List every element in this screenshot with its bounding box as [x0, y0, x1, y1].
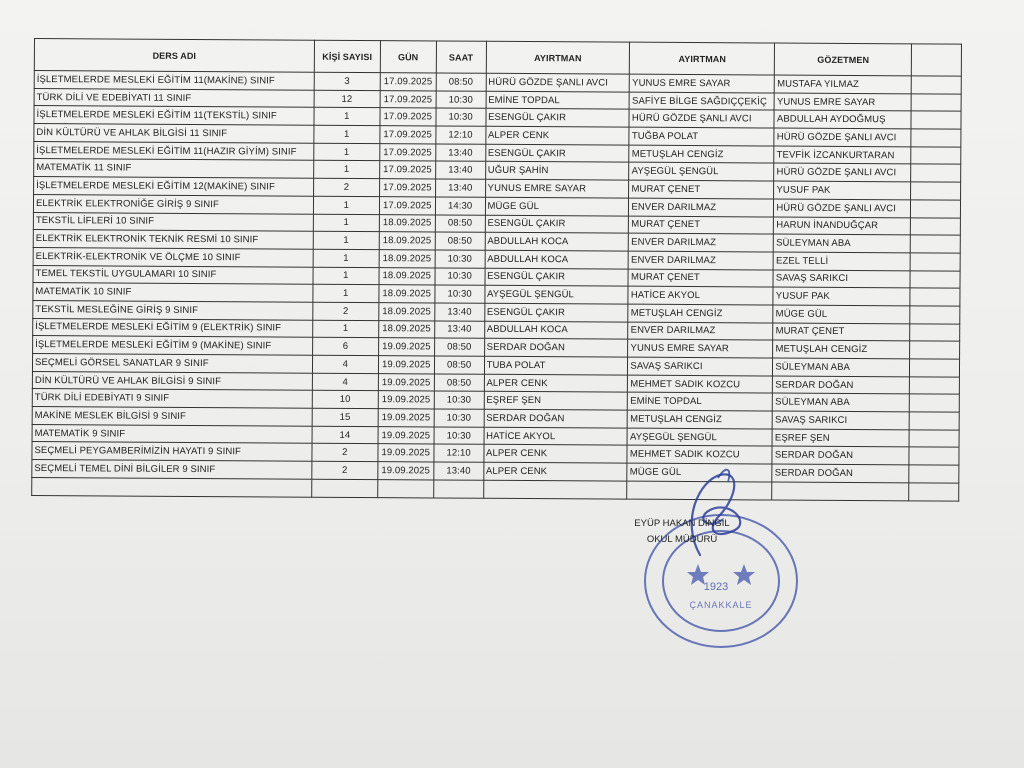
- time-cell: 14:30: [435, 197, 485, 215]
- time-cell: 13:40: [435, 303, 485, 321]
- examiner-2-cell: METUŞLAH CENGİZ: [629, 145, 774, 164]
- empty-cell: [772, 482, 909, 501]
- examiner-2-cell: METUŞLAH CENGİZ: [628, 304, 773, 323]
- date-cell: 17.09.2025: [380, 126, 436, 144]
- extra-cell: [910, 270, 960, 288]
- proctor-cell: MURAT ÇENET: [773, 323, 910, 342]
- date-cell: 19.09.2025: [378, 356, 434, 374]
- extra-cell: [911, 147, 961, 165]
- examiner-1-cell: ABDULLAH KOCA: [484, 321, 628, 340]
- proctor-cell: HARUN İNANDUĞÇAR: [774, 217, 911, 236]
- lesson-name-cell: TÜRK DİLİ EDEBİYATI 9 SINIF: [32, 389, 312, 408]
- extra-cell: [911, 94, 961, 112]
- time-cell: 12:10: [434, 444, 484, 462]
- date-cell: 17.09.2025: [380, 90, 436, 108]
- exam-schedule-table: [31, 38, 962, 501]
- lesson-name-cell: İŞLETMELERDE MESLEKİ EĞİTİM 11(HAZIR GİYİM) SINIF: [34, 141, 314, 160]
- examiner-2-cell: MURAT ÇENET: [629, 216, 774, 235]
- examiner-1-cell: HÜRÜ GÖZDE ŞANLI AVCI: [486, 73, 630, 92]
- extra-cell: [911, 129, 961, 147]
- extra-cell: [910, 377, 960, 395]
- date-cell: 18.09.2025: [379, 267, 435, 285]
- time-cell: 08:50: [434, 356, 484, 374]
- examiner-1-cell: EMİNE TOPDAL: [486, 91, 630, 110]
- time-cell: 10:30: [435, 268, 485, 286]
- examiner-1-cell: ALPER CENK: [485, 126, 629, 145]
- proctor-cell: HÜRÜ GÖZDE ŞANLI AVCI: [774, 128, 911, 147]
- proctor-cell: HÜRÜ GÖZDE ŞANLI AVCI: [774, 199, 911, 218]
- date-cell: 17.09.2025: [380, 143, 436, 161]
- proctor-cell: MÜGE GÜL: [773, 305, 910, 324]
- proctor-cell: EZEL TELLİ: [773, 252, 910, 271]
- date-cell: 19.09.2025: [378, 373, 434, 391]
- examiner-2-cell: AYŞEGÜL ŞENGÜL: [629, 163, 774, 182]
- empty-cell: [483, 480, 627, 499]
- examiner-1-cell: SERDAR DOĞAN: [484, 339, 628, 358]
- lesson-name-cell: İŞLETMELERDE MESLEKİ EĞİTİM 11(MAKİNE) SINIF: [34, 71, 314, 90]
- examiner-2-cell: ENVER DARILMAZ: [628, 322, 773, 341]
- examiner-1-cell: MÜGE GÜL: [485, 197, 629, 216]
- date-cell: 18.09.2025: [379, 303, 435, 321]
- student-count-cell: 1: [314, 143, 380, 161]
- student-count-cell: 4: [312, 355, 378, 373]
- student-count-cell: 1: [313, 249, 379, 267]
- examiner-2-cell: MURAT ÇENET: [628, 269, 773, 288]
- proctor-cell: EŞREF ŞEN: [772, 429, 909, 448]
- student-count-cell: 12: [314, 90, 380, 108]
- extra-cell: [910, 235, 960, 253]
- examiner-2-cell: MEHMET SADIK KOZCU: [627, 446, 772, 465]
- student-count-cell: 1: [313, 214, 379, 232]
- time-cell: 13:40: [435, 179, 485, 197]
- time-cell: 08:50: [435, 214, 485, 232]
- time-cell: 10:30: [436, 91, 486, 109]
- principal-name: EYÜP HAKAN DİNGİL: [634, 518, 730, 529]
- date-cell: 19.09.2025: [378, 426, 434, 444]
- header-kisi-sayisi: KİŞİ SAYISI: [314, 40, 380, 72]
- empty-cell: [312, 479, 378, 497]
- lesson-name-cell: İŞLETMELERDE MESLEKİ EĞİTİM 12(MAKİNE) SINIF: [34, 177, 314, 196]
- examiner-2-cell: SAFİYE BİLGE SAĞDIÇÇEKİÇ: [629, 92, 774, 111]
- student-count-cell: 2: [313, 302, 379, 320]
- lesson-name-cell: SEÇMELİ TEMEL DİNİ BİLGİLER 9 SINIF: [32, 460, 312, 479]
- examiner-1-cell: HATİCE AKYOL: [484, 427, 628, 446]
- proctor-cell: METUŞLAH CENGİZ: [773, 340, 910, 359]
- lesson-name-cell: MATEMATİK 11 SINIF: [34, 159, 314, 178]
- extra-cell: [910, 253, 960, 271]
- proctor-cell: YUSUF PAK: [774, 181, 911, 200]
- examiner-1-cell: ALPER CENK: [483, 462, 627, 481]
- extra-cell: [910, 323, 960, 341]
- lesson-name-cell: MATEMATİK 9 SINIF: [32, 424, 312, 443]
- examiner-1-cell: ESENGÜL ÇAKIR: [485, 215, 629, 234]
- proctor-cell: SERDAR DOĞAN: [772, 464, 909, 483]
- time-cell: 13:40: [434, 321, 484, 339]
- examiner-2-cell: METUŞLAH CENGİZ: [628, 410, 773, 429]
- examiner-1-cell: SERDAR DOĞAN: [484, 409, 628, 428]
- student-count-cell: 4: [312, 373, 378, 391]
- extra-cell: [910, 306, 960, 324]
- proctor-cell: YUSUF PAK: [773, 287, 910, 306]
- extra-cell: [911, 200, 961, 218]
- examiner-2-cell: ENVER DARILMAZ: [629, 233, 774, 252]
- date-cell: 18.09.2025: [378, 320, 434, 338]
- student-count-cell: 2: [313, 178, 379, 196]
- lesson-name-cell: ELEKTRİK ELEKTRONİĞE GİRİŞ 9 SINIF: [33, 194, 313, 213]
- student-count-cell: 1: [314, 161, 380, 179]
- examiner-1-cell: AYŞEGÜL ŞENGÜL: [484, 286, 628, 305]
- date-cell: 17.09.2025: [379, 161, 435, 179]
- examiner-2-cell: MEHMET SADIK KOZCU: [628, 375, 773, 394]
- extra-cell: [910, 359, 960, 377]
- stamp-text: ÇANAKKALE: [689, 600, 753, 610]
- time-cell: 08:50: [434, 374, 484, 392]
- lesson-name-cell: ELEKTRİK-ELEKTRONİK VE ÖLÇME 10 SINIF: [33, 247, 313, 266]
- student-count-cell: 6: [312, 338, 378, 356]
- proctor-cell: SAVAŞ SARIKCI: [773, 270, 910, 289]
- lesson-name-cell: TÜRK DİLİ VE EDEBİYATI 11 SINIF: [34, 88, 314, 107]
- extra-cell: [909, 430, 959, 448]
- examiner-1-cell: ESENGÜL ÇAKIR: [484, 303, 628, 322]
- lesson-name-cell: İŞLETMELERDE MESLEKİ EĞİTİM 9 (MAKİNE) SINIF: [33, 336, 313, 355]
- examiner-2-cell: HATİCE AKYOL: [628, 286, 773, 305]
- header-ders-adi: DERS ADI: [34, 39, 314, 73]
- time-cell: 12:10: [436, 126, 486, 144]
- empty-cell: [32, 477, 312, 496]
- student-count-cell: 1: [313, 284, 379, 302]
- date-cell: 19.09.2025: [378, 462, 434, 480]
- header-ayirtman-1: AYIRTMAN: [486, 41, 630, 74]
- examiner-1-cell: ABDULLAH KOCA: [485, 250, 629, 269]
- lesson-name-cell: İŞLETMELERDE MESLEKİ EĞİTİM 9 (ELEKTRİK) SINIF: [33, 318, 313, 337]
- proctor-cell: SÜLEYMAN ABA: [773, 393, 910, 412]
- extra-cell: [911, 111, 961, 129]
- signature-icon: [660, 460, 770, 570]
- lesson-name-cell: SEÇMELİ GÖRSEL SANATLAR 9 SINIF: [32, 353, 312, 372]
- stamp-year: 1923: [703, 581, 729, 593]
- lesson-name-cell: TEKSTİL LİFLERİ 10 SINIF: [33, 212, 313, 231]
- extra-cell: [910, 341, 960, 359]
- signature-block: [612, 516, 752, 548]
- lesson-name-cell: DİN KÜLTÜRÜ VE AHLAK BİLGİSİ 9 SINIF: [32, 371, 312, 390]
- time-cell: 10:30: [434, 427, 484, 445]
- time-cell: 08:50: [434, 338, 484, 356]
- student-count-cell: 14: [312, 426, 378, 444]
- time-cell: 08:50: [435, 232, 485, 250]
- examiner-2-cell: YUNUS EMRE SAYAR: [630, 74, 775, 93]
- extra-cell: [909, 447, 959, 465]
- examiner-2-cell: YUNUS EMRE SAYAR: [628, 339, 773, 358]
- examiner-2-cell: AYŞEGÜL ŞENGÜL: [627, 428, 772, 447]
- lesson-name-cell: TEMEL TEKSTİL UYGULAMARI 10 SINIF: [33, 265, 313, 284]
- time-cell: 13:40: [434, 462, 484, 480]
- date-cell: 19.09.2025: [378, 338, 434, 356]
- examiner-2-cell: HÜRÜ GÖZDE ŞANLI AVCI: [629, 110, 774, 129]
- student-count-cell: 3: [314, 72, 380, 90]
- time-cell: 13:40: [435, 161, 485, 179]
- header-gozetmen: GÖZETMEN: [775, 43, 912, 76]
- student-count-cell: 1: [313, 196, 379, 214]
- extra-cell: [911, 182, 961, 200]
- proctor-cell: HÜRÜ GÖZDE ŞANLI AVCI: [774, 163, 911, 182]
- examiner-2-cell: MURAT ÇENET: [629, 180, 774, 199]
- examiner-1-cell: TUBA POLAT: [484, 356, 628, 375]
- header-saat: SAAT: [436, 41, 486, 73]
- lesson-name-cell: MATEMATİK 10 SINIF: [33, 283, 313, 302]
- time-cell: 10:30: [435, 285, 485, 303]
- examiner-1-cell: ESENGÜL ÇAKIR: [485, 144, 629, 163]
- student-count-cell: 1: [313, 231, 379, 249]
- date-cell: 17.09.2025: [380, 108, 436, 126]
- proctor-cell: ABDULLAH AYDOĞMUŞ: [774, 110, 911, 129]
- extra-cell: [911, 164, 961, 182]
- extra-cell: [909, 394, 959, 412]
- lesson-name-cell: MAKİNE MESLEK BİLGİSİ 9 SINIF: [32, 407, 312, 426]
- examiner-1-cell: UĞUR ŞAHİN: [485, 162, 629, 181]
- proctor-cell: SÜLEYMAN ABA: [774, 234, 911, 253]
- date-cell: 18.09.2025: [379, 285, 435, 303]
- student-count-cell: 1: [313, 267, 379, 285]
- student-count-cell: 2: [312, 444, 378, 462]
- student-count-cell: 15: [312, 408, 378, 426]
- date-cell: 19.09.2025: [378, 391, 434, 409]
- date-cell: 18.09.2025: [379, 249, 435, 267]
- examiner-2-cell: TUĞBA POLAT: [629, 127, 774, 146]
- extra-cell: [909, 465, 959, 483]
- proctor-cell: TEVFİK İZCANKURTARAN: [774, 146, 911, 165]
- examiner-2-cell: ENVER DARILMAZ: [629, 251, 774, 270]
- proctor-cell: SAVAŞ SARIKCI: [773, 411, 910, 430]
- student-count-cell: 1: [314, 125, 380, 143]
- student-count-cell: 1: [313, 320, 379, 338]
- date-cell: 17.09.2025: [379, 196, 435, 214]
- time-cell: 10:30: [434, 391, 484, 409]
- student-count-cell: 1: [314, 108, 380, 126]
- time-cell: 10:30: [436, 108, 486, 126]
- examiner-1-cell: EŞREF ŞEN: [484, 392, 628, 411]
- student-count-cell: 2: [312, 461, 378, 479]
- header-ayirtman-2: AYIRTMAN: [630, 42, 775, 75]
- time-cell: 13:40: [436, 144, 486, 162]
- principal-title: OKUL MÜDÜRÜ: [646, 534, 718, 545]
- date-cell: 18.09.2025: [379, 214, 435, 232]
- time-cell: 08:50: [436, 73, 486, 91]
- student-count-cell: 10: [312, 391, 378, 409]
- proctor-cell: MUSTAFA YILMAZ: [775, 75, 912, 94]
- empty-cell: [433, 480, 483, 498]
- date-cell: 17.09.2025: [379, 179, 435, 197]
- extra-cell: [909, 412, 959, 430]
- lesson-name-cell: TEKSTİL MESLEĞİNE GİRİŞ 9 SINIF: [33, 300, 313, 319]
- extra-cell: [910, 288, 960, 306]
- empty-cell: [377, 479, 433, 497]
- date-cell: 17.09.2025: [380, 73, 436, 91]
- lesson-name-cell: DİN KÜLTÜRÜ VE AHLAK BİLGİSİ 11 SINIF: [34, 124, 314, 143]
- lesson-name-cell: SEÇMELİ PEYGAMBERİMİZİN HAYATI 9 SINIF: [32, 442, 312, 461]
- examiner-1-cell: ABDULLAH KOCA: [485, 232, 629, 251]
- date-cell: 19.09.2025: [378, 444, 434, 462]
- header-extra: [912, 44, 962, 76]
- proctor-cell: YUNUS EMRE SAYAR: [774, 93, 911, 112]
- time-cell: 10:30: [435, 250, 485, 268]
- proctor-cell: SÜLEYMAN ABA: [773, 358, 910, 377]
- examiner-1-cell: ESENGÜL ÇAKIR: [486, 109, 630, 128]
- examiner-1-cell: ALPER CENK: [483, 445, 627, 464]
- proctor-cell: SERDAR DOĞAN: [773, 376, 910, 395]
- examiner-2-cell: SAVAŞ SARIKCI: [628, 357, 773, 376]
- examiner-2-cell: ENVER DARILMAZ: [629, 198, 774, 217]
- lesson-name-cell: İŞLETMELERDE MESLEKİ EĞİTİM 11(TEKSTİL) SINIF: [34, 106, 314, 125]
- header-gun: GÜN: [380, 41, 436, 73]
- proctor-cell: SERDAR DOĞAN: [772, 446, 909, 465]
- examiner-1-cell: YUNUS EMRE SAYAR: [485, 179, 629, 198]
- time-cell: 10:30: [434, 409, 484, 427]
- date-cell: 19.09.2025: [378, 409, 434, 427]
- date-cell: 18.09.2025: [379, 232, 435, 250]
- examiner-1-cell: ESENGÜL ÇAKIR: [485, 268, 629, 287]
- extra-cell: [911, 217, 961, 235]
- examiner-2-cell: MÜGE GÜL: [627, 463, 772, 482]
- examiner-1-cell: ALPER CENK: [484, 374, 628, 393]
- table-body: [32, 71, 962, 501]
- lesson-name-cell: ELEKTRİK ELEKTRONİK TEKNİK RESMİ 10 SINIF: [33, 230, 313, 249]
- empty-cell: [909, 483, 959, 501]
- extra-cell: [911, 76, 961, 94]
- examiner-2-cell: EMİNE TOPDAL: [628, 393, 773, 412]
